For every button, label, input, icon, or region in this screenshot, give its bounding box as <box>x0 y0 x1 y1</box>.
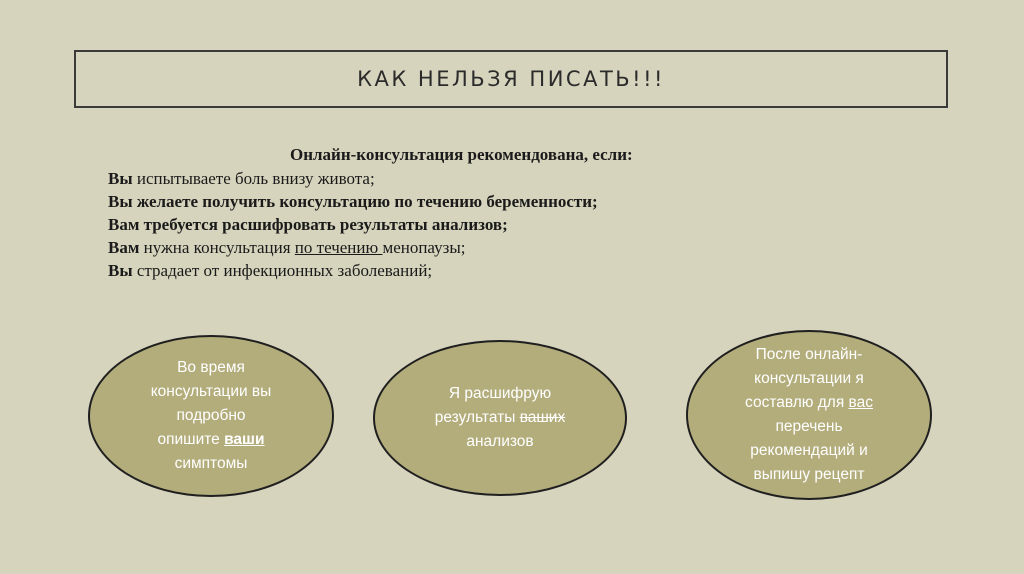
line-1-rest: испытываете боль внизу живота; <box>132 169 375 188</box>
ellipse-3-line-3 <box>745 391 873 415</box>
line-4-rest-before: нужна консультация <box>139 238 295 257</box>
ellipse-1-line-4a: опишите <box>157 431 225 448</box>
ellipse-3-line-3b: вас <box>848 394 873 411</box>
ellipse-symptoms-text <box>151 356 272 476</box>
ellipse-2-line-2a: результаты <box>434 409 520 426</box>
ellipse-2-line-2b: ваших <box>519 409 566 426</box>
ellipse-2-line-3: анализов <box>466 433 534 450</box>
line-4-rest-after: менопаузы; <box>382 238 466 257</box>
content-line-1 <box>108 167 748 190</box>
ellipse-1-line-3: подробно <box>176 407 246 424</box>
content-line-2 <box>108 190 748 213</box>
slide-title-box <box>74 50 948 108</box>
ellipse-2-line-1: Я расшифрую <box>448 385 552 402</box>
ellipse-analyses <box>373 340 627 496</box>
ellipse-3-line-4: перечень <box>775 418 843 435</box>
ellipse-3-line-3a: составлю для <box>745 394 849 411</box>
ellipse-1-line-5: симптомы <box>174 455 248 472</box>
ellipse-3-line-6: выпишу рецепт <box>753 466 865 483</box>
ellipse-3-line-2: консультации я <box>754 370 864 387</box>
line-1-bold: Вы <box>108 169 133 188</box>
slide-title: КАК НЕЛЬЗЯ ПИСАТЬ!!! <box>357 67 665 91</box>
ellipse-1-line-4b: ваши <box>224 431 265 448</box>
ellipse-3-line-5: рекомендаций и <box>750 442 868 459</box>
line-5-rest: страдает от инфекционных заболеваний; <box>132 261 433 280</box>
ellipse-analyses-text <box>435 382 565 454</box>
ellipse-1-line-2: консультации вы <box>150 383 272 400</box>
line-2-bold: Вы желаете получить консультацию по течению беременности; <box>108 192 598 211</box>
line-5-bold: Вы <box>108 261 133 280</box>
ellipse-recommendations-text <box>745 343 873 487</box>
content-block <box>108 143 748 282</box>
line-4-bold: Вам <box>108 238 140 257</box>
content-line-3 <box>108 213 748 236</box>
ellipse-symptoms <box>88 335 334 497</box>
content-line-4 <box>108 236 748 259</box>
line-4-underlined: по течению <box>294 238 383 257</box>
ellipse-3-line-1: После онлайн- <box>755 346 863 363</box>
ellipse-recommendations <box>686 330 932 500</box>
content-heading: Онлайн-консультация рекомендована, если: <box>290 145 633 164</box>
ellipse-1-line-1: Во время <box>177 359 245 376</box>
content-line-5 <box>108 259 748 282</box>
ellipse-1-line-4 <box>151 428 272 452</box>
ellipse-2-line-2 <box>435 406 565 430</box>
line-3-bold: Вам требуется расшифровать результаты анализов; <box>108 215 508 234</box>
